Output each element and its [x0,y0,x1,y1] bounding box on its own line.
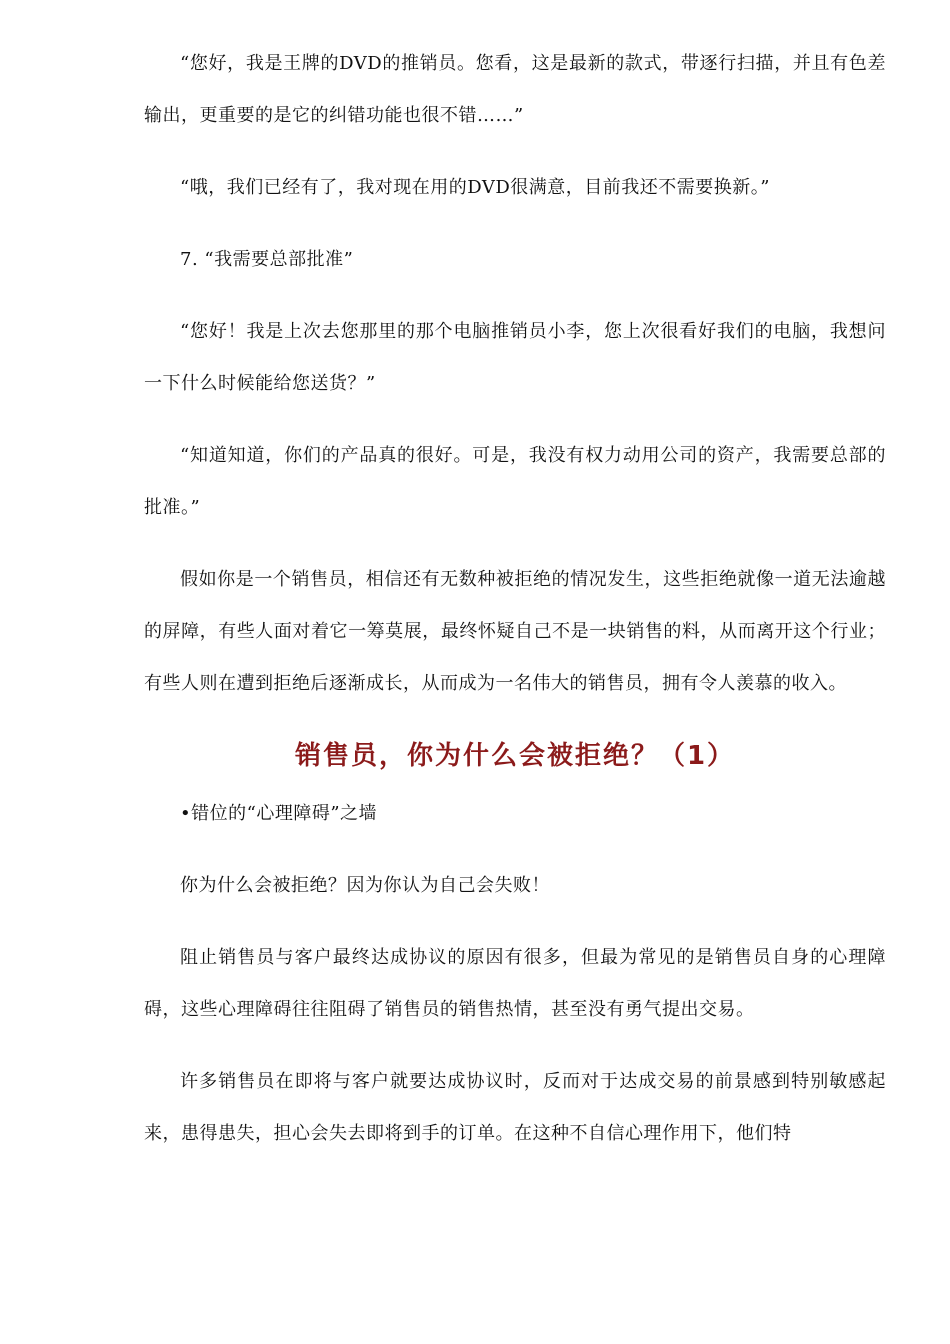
paragraph-computer-reply: “知道知道，你们的产品真的很好。可是，我没有权力动用公司的资产，我需要总部的批准。” [144,445,886,518]
paragraph-computer-salesman: “您好！我是上次去您那里的那个电脑推销员小李，您上次很看好我们的电脑，我想问一下什么时候能给您送货？” [144,321,886,394]
paragraph-dvd-salesman: “您好，我是王牌的DVD的推销员。您看，这是最新的款式，带逐行扫描，并且有色差输出，更重要的是它的纠错功能也很不错……” [144,53,886,126]
list-item-heading-7: 7. “我需要总部批准” [180,249,354,270]
document-body [144,38,886,1160]
paragraph-closing-anxiety: 许多销售员在即将与客户就要达成协议时，反而对于达成交易的前景感到特别敏感起来，患得患失，担心会失去即将到手的订单。在这种不自信心理作用下，他们特 [144,1071,886,1144]
paragraph-rejection-summary: 假如你是一个销售员，相信还有无数种被拒绝的情况发生，这些拒绝就像一道无法逾越的屏障，有些人面对着它一筹莫展，最终怀疑自己不是一块销售的料，从而离开这个行业；有些人则在遭到拒绝后逐渐成长，从而成为一名伟大的销售员，拥有令人羡慕的收入。 [144,569,886,694]
bullet-subheading: •错位的“心理障碍”之墙 [180,803,378,824]
paragraph-question: 你为什么会被拒绝？因为你认为自己会失败！ [180,875,550,896]
paragraph-psychological-barrier: 阻止销售员与客户最终达成协议的原因有很多，但最为常见的是销售员自身的心理障碍，这些心理障碍往往阻碍了销售员的销售热情，甚至没有勇气提出交易。 [144,947,886,1020]
paragraph-dvd-reply: “哦，我们已经有了，我对现在用的DVD很满意，目前我还不需要换新。” [180,177,770,198]
section-heading: 销售员，你为什么会被拒绝？（1） [294,741,736,771]
